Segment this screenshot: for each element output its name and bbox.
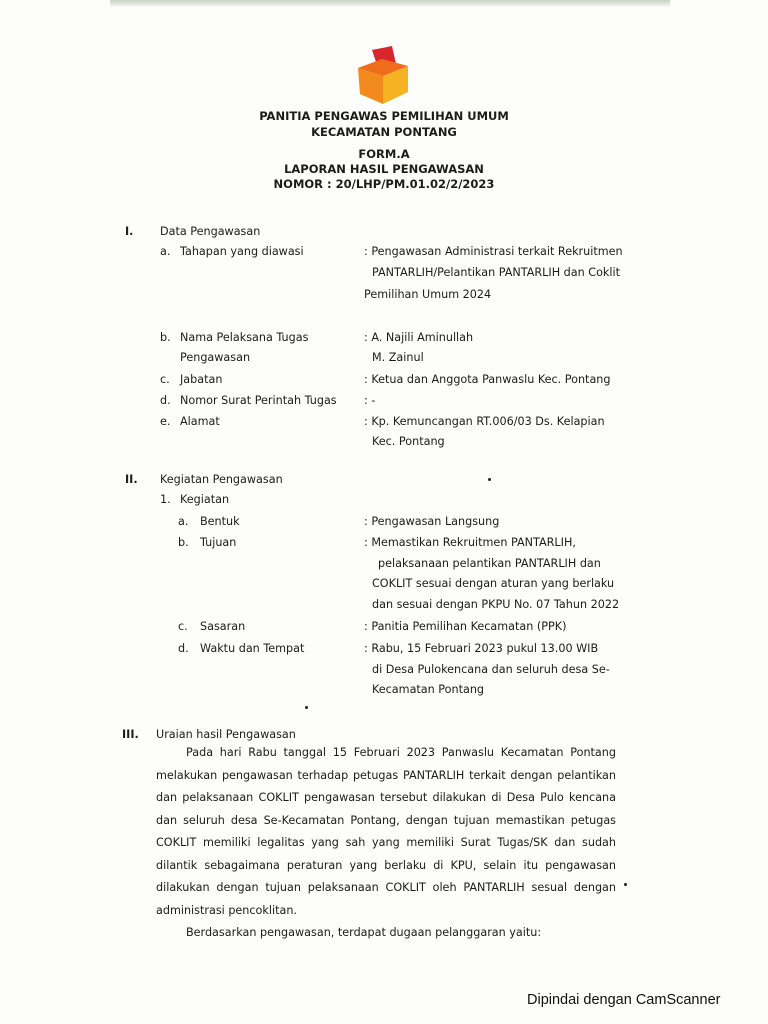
report-paragraph-2: Berdasarkan pengawasan, terdapat dugaan pelanggaran yaitu: bbox=[186, 926, 542, 939]
scan-speck bbox=[624, 883, 627, 886]
field-officer-key: Nama Pelaksana Tugas bbox=[180, 331, 309, 344]
field-position-key: Jabatan bbox=[180, 373, 223, 386]
field-position-value: : Ketua dan Anggota Panwaslu Kec. Pontang bbox=[364, 373, 611, 386]
item-label: c. bbox=[178, 620, 188, 633]
form-label: FORM.A bbox=[358, 147, 410, 161]
field-form-key: Bentuk bbox=[200, 515, 240, 528]
field-purpose-key: Tujuan bbox=[200, 536, 237, 549]
field-officer-value: M. Zainul bbox=[372, 351, 424, 364]
field-time-place-value: Kecamatan Pontang bbox=[372, 683, 485, 696]
scan-edge bbox=[110, 0, 670, 6]
item-label: d. bbox=[178, 642, 189, 655]
field-address-value: Kec. Pontang bbox=[372, 435, 445, 448]
field-officer-key: Pengawasan bbox=[180, 351, 251, 364]
section-1-number: I. bbox=[125, 225, 134, 238]
field-address-value: : Kp. Kemuncangan RT.006/03 Ds. Kelapian bbox=[364, 415, 605, 428]
scan-speck bbox=[488, 478, 491, 481]
subsection-title: Kegiatan bbox=[180, 493, 230, 506]
field-purpose-value: dan sesuai dengan PKPU No. 07 Tahun 2022 bbox=[372, 598, 620, 611]
section-2-title: Kegiatan Pengawasan bbox=[160, 473, 283, 486]
report-paragraph: Pada hari Rabu tanggal 15 Februari 2023 Panwaslu Kecamatan Pontang melakukan pengawasan terhadap petugas PANTARLIH terkait dengan pelantikan dan pelaksanaan COKLIT pengawasan tersebut dilakukan di Desa Pulo kencana dan seluruh desa Se-Kecamatan Pontang, dengan tujuan memastikan petugas COKLIT memiliki legalitas yang sah yang memiliki Surat Tugas/SK dan sudah dilantik sebagaimana peraturan yang berlaku di KPU, selain itu pengawasan dilakukan dengan tujuan pelaksanaan COKLIT oleh PANTARLIH sesual dengan administrasi pencoklitan. bbox=[156, 746, 616, 917]
item-label: a. bbox=[160, 245, 171, 258]
field-form-value: : Pengawasan Langsung bbox=[364, 515, 500, 528]
section-3-number: III. bbox=[122, 728, 139, 741]
org-district: KECAMATAN PONTANG bbox=[311, 125, 457, 139]
ballot-box-logo-icon bbox=[352, 44, 414, 106]
field-purpose-value: : Memastikan Rekruitmen PANTARLIH, bbox=[364, 536, 576, 549]
field-purpose-value: COKLIT sesuai dengan aturan yang berlaku bbox=[372, 577, 615, 590]
field-target-key: Sasaran bbox=[200, 620, 246, 633]
item-label: e. bbox=[160, 415, 171, 428]
section-2-number: II. bbox=[125, 473, 138, 486]
item-label: d. bbox=[160, 394, 171, 407]
camscanner-watermark: Dipindai dengan CamScanner bbox=[527, 992, 721, 1008]
field-officer-value: : A. Najili Aminullah bbox=[364, 331, 474, 344]
report-title: LAPORAN HASIL PENGAWASAN bbox=[284, 162, 484, 176]
item-label: a. bbox=[178, 515, 189, 528]
item-label: 1. bbox=[160, 493, 171, 506]
field-purpose-value: pelaksanaan pelantikan PANTARLIH dan bbox=[378, 557, 601, 570]
item-label: b. bbox=[178, 536, 189, 549]
field-stage-key: Tahapan yang diawasi bbox=[180, 245, 304, 258]
field-warrant-key: Nomor Surat Perintah Tugas bbox=[180, 394, 337, 407]
field-target-value: : Panitia Pemilihan Kecamatan (PPK) bbox=[364, 620, 567, 633]
section-1-title: Data Pengawasan bbox=[160, 225, 261, 238]
field-time-place-value: : Rabu, 15 Februari 2023 pukul 13.00 WIB bbox=[364, 642, 599, 655]
section-3-title: Uraian hasil Pengawasan bbox=[156, 728, 296, 741]
item-label: b. bbox=[160, 331, 171, 344]
field-stage-value: PANTARLIH/Pelantikan PANTARLIH dan Coklit bbox=[372, 266, 621, 279]
field-stage-value: Pemilihan Umum 2024 bbox=[364, 288, 492, 301]
field-warrant-value: : - bbox=[364, 394, 376, 407]
field-address-key: Alamat bbox=[180, 415, 220, 428]
field-time-place-key: Waktu dan Tempat bbox=[200, 642, 305, 655]
scan-speck bbox=[305, 706, 308, 709]
field-stage-value: : Pengawasan Administrasi terkait Rekruitmen bbox=[364, 245, 623, 258]
report-body bbox=[156, 742, 616, 945]
report-number: NOMOR : 20/LHP/PM.01.02/2/2023 bbox=[273, 177, 495, 191]
field-time-place-value: di Desa Pulokencana dan seluruh desa Se- bbox=[372, 663, 610, 676]
org-name: PANITIA PENGAWAS PEMILIHAN UMUM bbox=[259, 109, 509, 123]
item-label: c. bbox=[160, 373, 170, 386]
